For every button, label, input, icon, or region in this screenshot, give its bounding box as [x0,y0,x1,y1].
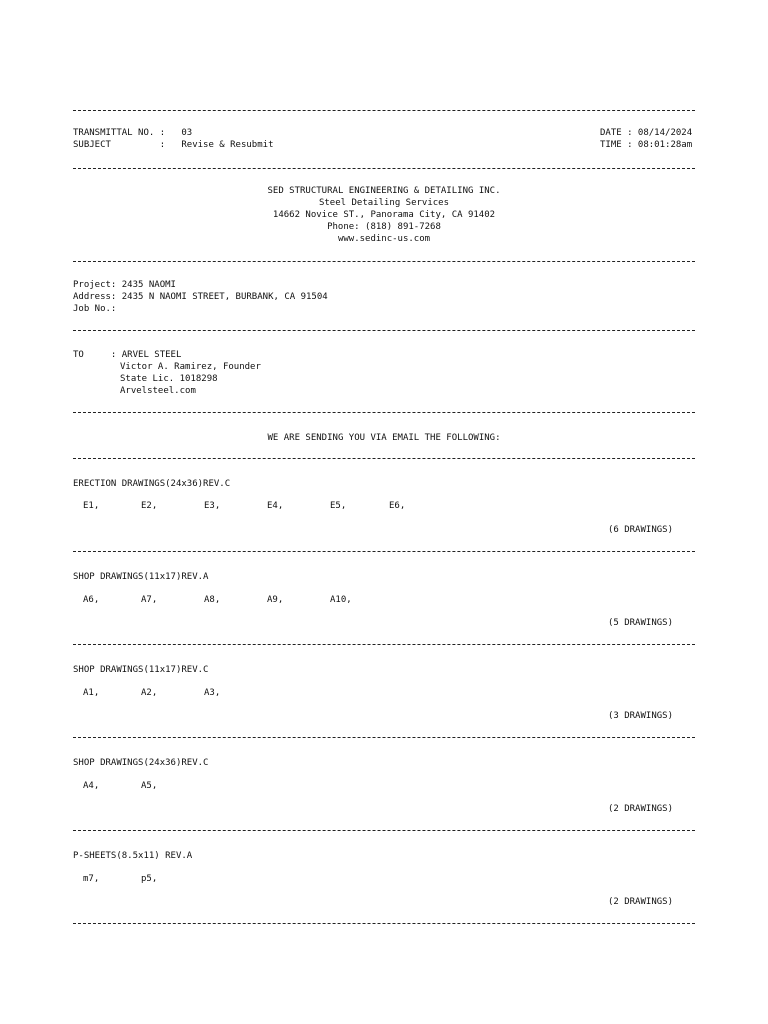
divider [73,644,695,645]
drawing-count: (5 DRAWINGS) [607,618,673,628]
group-title: SHOP DRAWINGS(24x36)REV.C [73,758,209,768]
drawing-item: E3, [204,501,221,511]
drawing-item: E1, [83,501,100,511]
drawing-item: E5, [330,501,347,511]
job-number: Job No.: [73,304,117,314]
divider [73,458,695,459]
drawing-item: A9, [267,595,284,605]
drawing-item: A1, [83,688,100,698]
drawing-count: (2 DRAWINGS) [607,804,673,814]
drawing-item: E4, [267,501,284,511]
drawing-item: A8, [204,595,221,605]
drawing-item: A6, [83,595,100,605]
company-phone: Phone: (818) 891-7268 [327,222,441,232]
drawing-item: p5, [141,874,158,884]
time: TIME : 08:01:28am [600,140,693,150]
divider [73,110,695,111]
recipient-license: State Lic. 1018298 [120,374,218,384]
drawing-count: (2 DRAWINGS) [607,897,673,907]
drawing-item: A10, [330,595,352,605]
divider [73,330,695,331]
project-address: Address: 2435 N NAOMI STREET, BURBANK, CA 91504 [73,292,328,302]
divider [73,737,695,738]
drawing-count: (6 DRAWINGS) [607,525,673,535]
group-title: SHOP DRAWINGS(11x17)REV.C [73,665,209,675]
date: DATE : 08/14/2024 [600,128,693,138]
drawing-item: A7, [141,595,158,605]
group-title: ERECTION DRAWINGS(24x36)REV.C [73,479,231,489]
group-title: SHOP DRAWINGS(11x17)REV.A [73,572,209,582]
drawing-item: E6, [389,501,406,511]
company-address: 14662 Novice ST., Panorama City, CA 91402 [272,210,496,220]
group-title: P-SHEETS(8.5x11) REV.A [73,851,193,861]
transmittal-number: TRANSMITTAL NO. : 03 [73,128,193,138]
company-tagline: Steel Detailing Services [318,198,450,208]
sending-statement: WE ARE SENDING YOU VIA EMAIL THE FOLLOWING: [267,433,501,443]
drawing-item: m7, [83,874,100,884]
divider [73,551,695,552]
recipient-contact: Victor A. Ramirez, Founder [120,362,261,372]
drawing-item: A4, [83,781,100,791]
subject: SUBJECT : Revise & Resubmit [73,140,274,150]
drawing-item: E2, [141,501,158,511]
company-website: www.sedinc-us.com [337,234,431,244]
drawing-count: (3 DRAWINGS) [607,711,673,721]
drawing-item: A3, [204,688,221,698]
drawing-item: A5, [141,781,158,791]
divider [73,261,695,262]
recipient-to: TO : ARVEL STEEL [73,350,182,360]
divider [73,168,695,169]
drawing-item: A2, [141,688,158,698]
divider [73,412,695,413]
divider [73,923,695,924]
project-name: Project: 2435 NAOMI [73,280,176,290]
recipient-website: Arvelsteel.com [120,386,196,396]
divider [73,830,695,831]
company-name: SED STRUCTURAL ENGINEERING & DETAILING INC. [267,186,501,196]
